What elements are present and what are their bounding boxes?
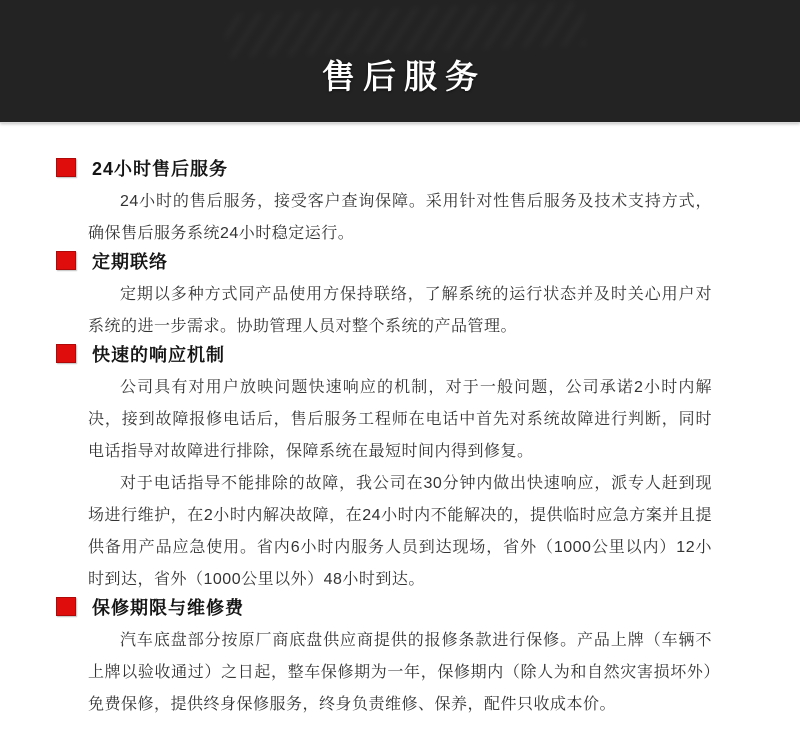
service-section	[0, 250, 800, 343]
service-section	[0, 596, 800, 721]
section-header	[56, 343, 800, 364]
service-section	[0, 157, 800, 250]
section-heading: 定期联络	[92, 251, 168, 272]
watermark-smudge	[224, 2, 585, 59]
section-heading: 保修期限与维修费	[92, 597, 244, 618]
red-square-bullet-icon	[56, 158, 76, 177]
section-heading: 快速的响应机制	[92, 344, 225, 365]
section-paragraph: 定期以多种方式同产品使用方保持联络，了解系统的运行状态并及时关心用户对系统的进一步需求。协助管理人员对整个系统的产品管理。	[88, 286, 712, 335]
section-header	[56, 596, 800, 617]
service-section	[0, 343, 800, 596]
red-square-bullet-icon	[56, 344, 76, 363]
section-paragraph: 24小时的售后服务，接受客户查询保障。采用针对性售后服务及技术支持方式，确保售后服务系统24小时稳定运行。	[88, 193, 712, 242]
red-square-bullet-icon	[56, 251, 76, 270]
page-header	[0, 0, 800, 123]
page-title: 售后服务	[322, 58, 486, 95]
section-paragraph: 对于电话指导不能排除的故障，我公司在30分钟内做出快速响应，派专人赶到现场进行维护，在2小时内解决故障，在24小时内不能解决的，提供临时应急方案并且提供备用产品应急使用。省内6小时内服务人员到达现场，省外（1000公里以内）12小时到达，省外（1000公里以外）48小时到达。	[88, 475, 712, 588]
section-heading: 24小时售后服务	[92, 158, 229, 179]
service-sections	[0, 123, 800, 721]
red-square-bullet-icon	[56, 597, 76, 616]
section-paragraph: 公司具有对用户放映问题快速响应的机制，对于一般问题，公司承诺2小时内解决，接到故障报修电话后，售后服务工程师在电话中首先对系统故障进行判断，同时电话指导对故障进行排除，保障系统在最短时间内得到修复。	[88, 379, 712, 460]
section-header	[56, 157, 800, 178]
section-paragraph: 汽车底盘部分按原厂商底盘供应商提供的报修条款进行保修。产品上牌（车辆不上牌以验收通过）之日起，整车保修期为一年，保修期内（除人为和自然灾害损坏外）免费保修，提供终身保修服务，终身负责维修、保养，配件只收成本价。	[88, 632, 712, 713]
section-header	[56, 250, 800, 271]
